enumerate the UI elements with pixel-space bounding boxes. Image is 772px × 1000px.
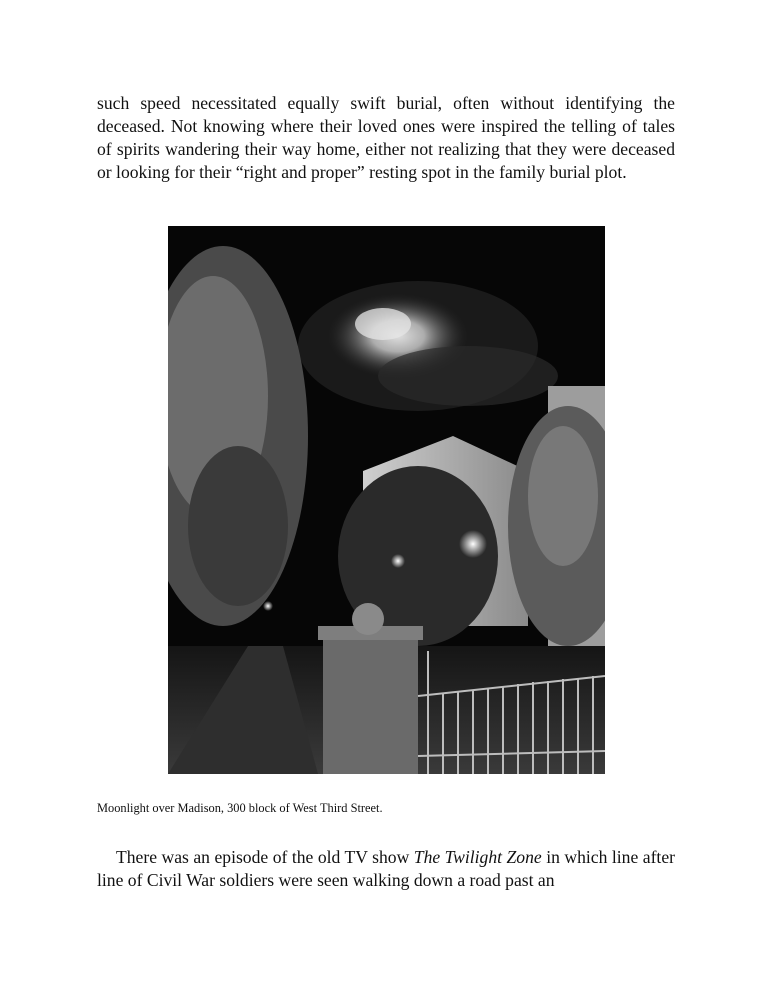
night-street-photo	[168, 226, 605, 774]
photo-caption: Moonlight over Madison, 300 block of West Third Street.	[97, 801, 383, 815]
paragraph-text-after: in which line after line of Civil War soldiers were seen walking down a road past an	[97, 847, 675, 890]
paragraph-text-before: There was an episode of the old TV show	[116, 847, 414, 867]
show-title: The Twilight Zone	[413, 847, 542, 867]
body-paragraph: such speed necessitated equally swift burial, often without identifying the deceased. Not knowing where their loved ones were inspired the telling of tales of spirits wandering their way home, either not realizing that they were deceased or looking for their “right and proper” resting spot in the family burial plot.	[97, 93, 675, 182]
photo-illustration	[168, 226, 605, 774]
body-paragraph-2	[97, 846, 675, 892]
